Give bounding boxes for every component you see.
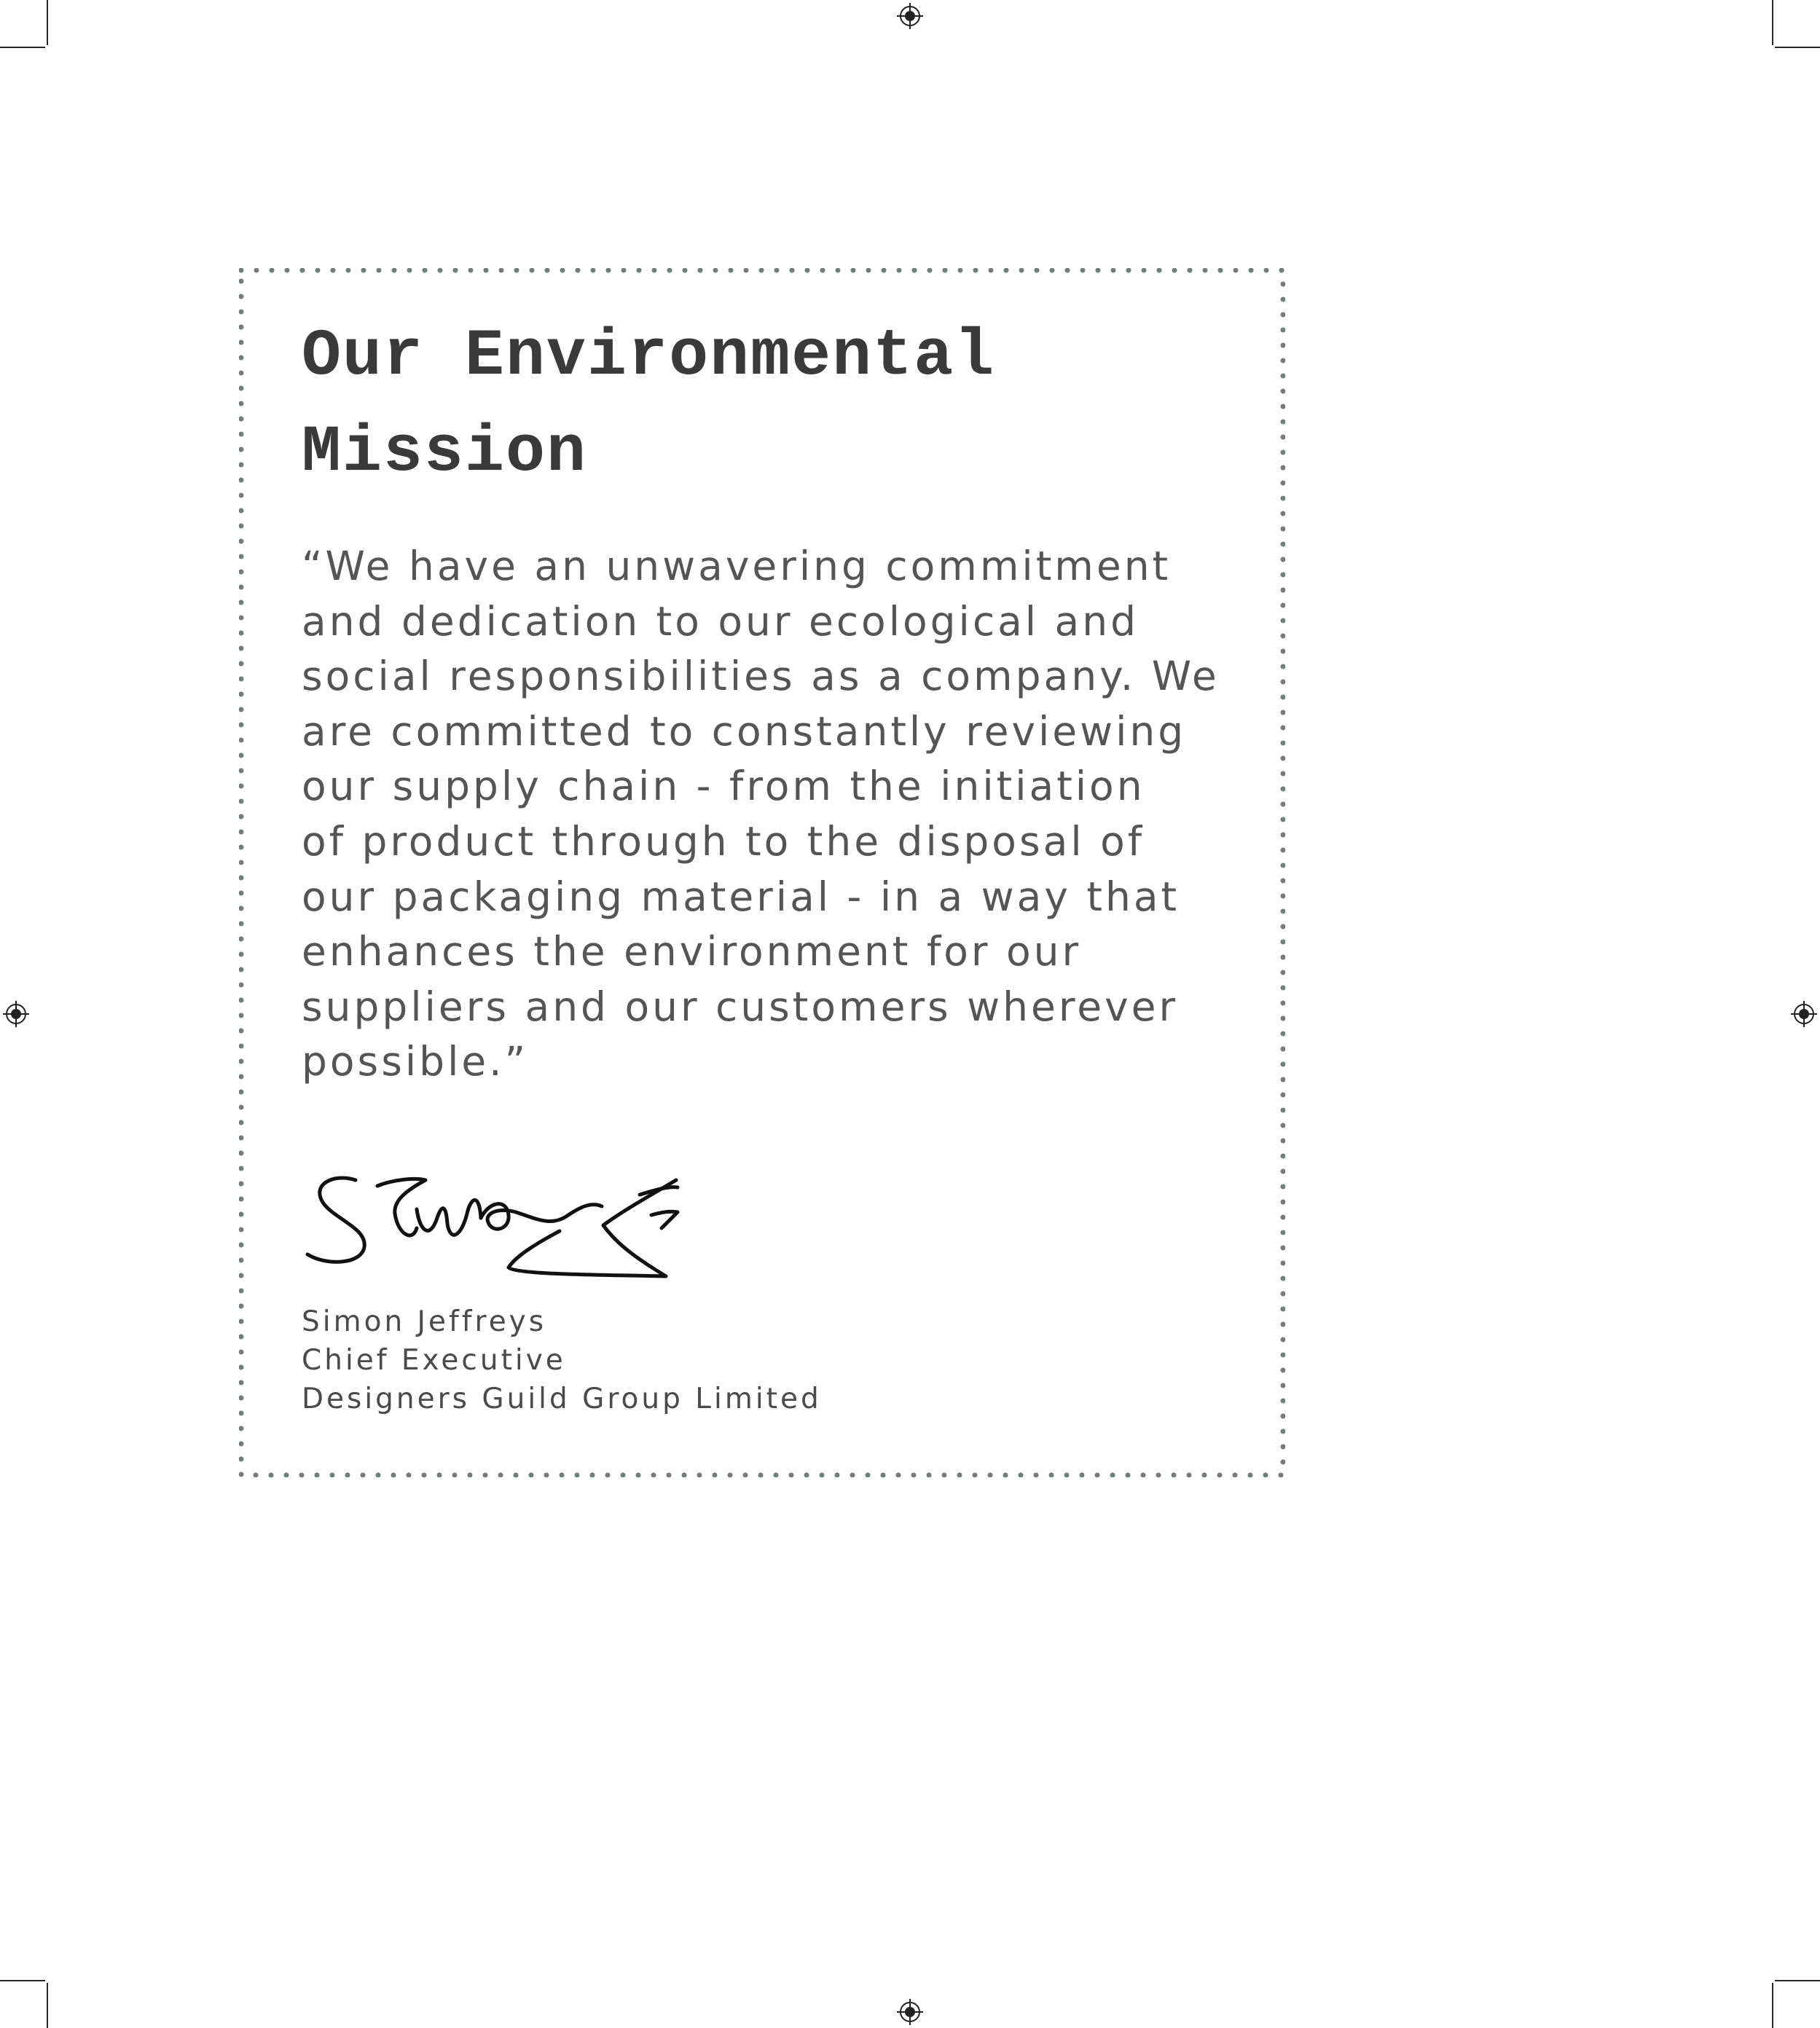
title-line-1: Our Environmental [302, 320, 996, 394]
signatory-company: Designers Guild Group Limited [302, 1383, 822, 1415]
quote-line: suppliers and our customers wherever [302, 983, 1179, 1030]
crop-mark-top-right-vertical [1772, 0, 1773, 45]
quote-line: and dedication to our ecological and [302, 597, 1140, 645]
mission-quote [302, 539, 1249, 1090]
handwritten-signature [297, 1158, 734, 1304]
quote-line: of product through to the disposal of [302, 817, 1145, 865]
crop-mark-top-left-vertical [47, 0, 48, 45]
crop-mark-bottom-right-vertical [1772, 1983, 1773, 2028]
quote-line: are committed to constantly reviewing [302, 707, 1187, 755]
quote-line: “We have an unwavering commitment [302, 543, 1172, 589]
crop-mark-top-left-horizontal [0, 47, 45, 48]
registration-mark-icon [1791, 1001, 1817, 1027]
registration-mark-icon [897, 1999, 923, 2025]
signatory-role: Chief Executive [302, 1344, 566, 1377]
crop-mark-bottom-left-horizontal [0, 1980, 45, 1981]
crop-mark-top-right-horizontal [1775, 47, 1820, 48]
crop-mark-bottom-left-vertical [47, 1983, 48, 2028]
registration-mark-icon [3, 1001, 29, 1027]
quote-line: our supply chain - from the initiation [302, 763, 1145, 810]
crop-mark-bottom-right-horizontal [1775, 1980, 1820, 1981]
registration-mark-icon [897, 3, 923, 29]
quote-line: social responsibilities as a company. We [302, 653, 1220, 700]
signatory-name: Simon Jeffreys [302, 1305, 547, 1338]
quote-line: our packaging material - in a way that [302, 873, 1180, 920]
quote-line: enhances the environment for our [302, 928, 1082, 975]
page-title [302, 309, 1249, 501]
quote-line: possible.” [302, 1038, 529, 1085]
signoff-block [302, 1302, 1176, 1418]
title-line-2: Mission [302, 416, 588, 490]
mission-panel [239, 268, 1285, 1477]
